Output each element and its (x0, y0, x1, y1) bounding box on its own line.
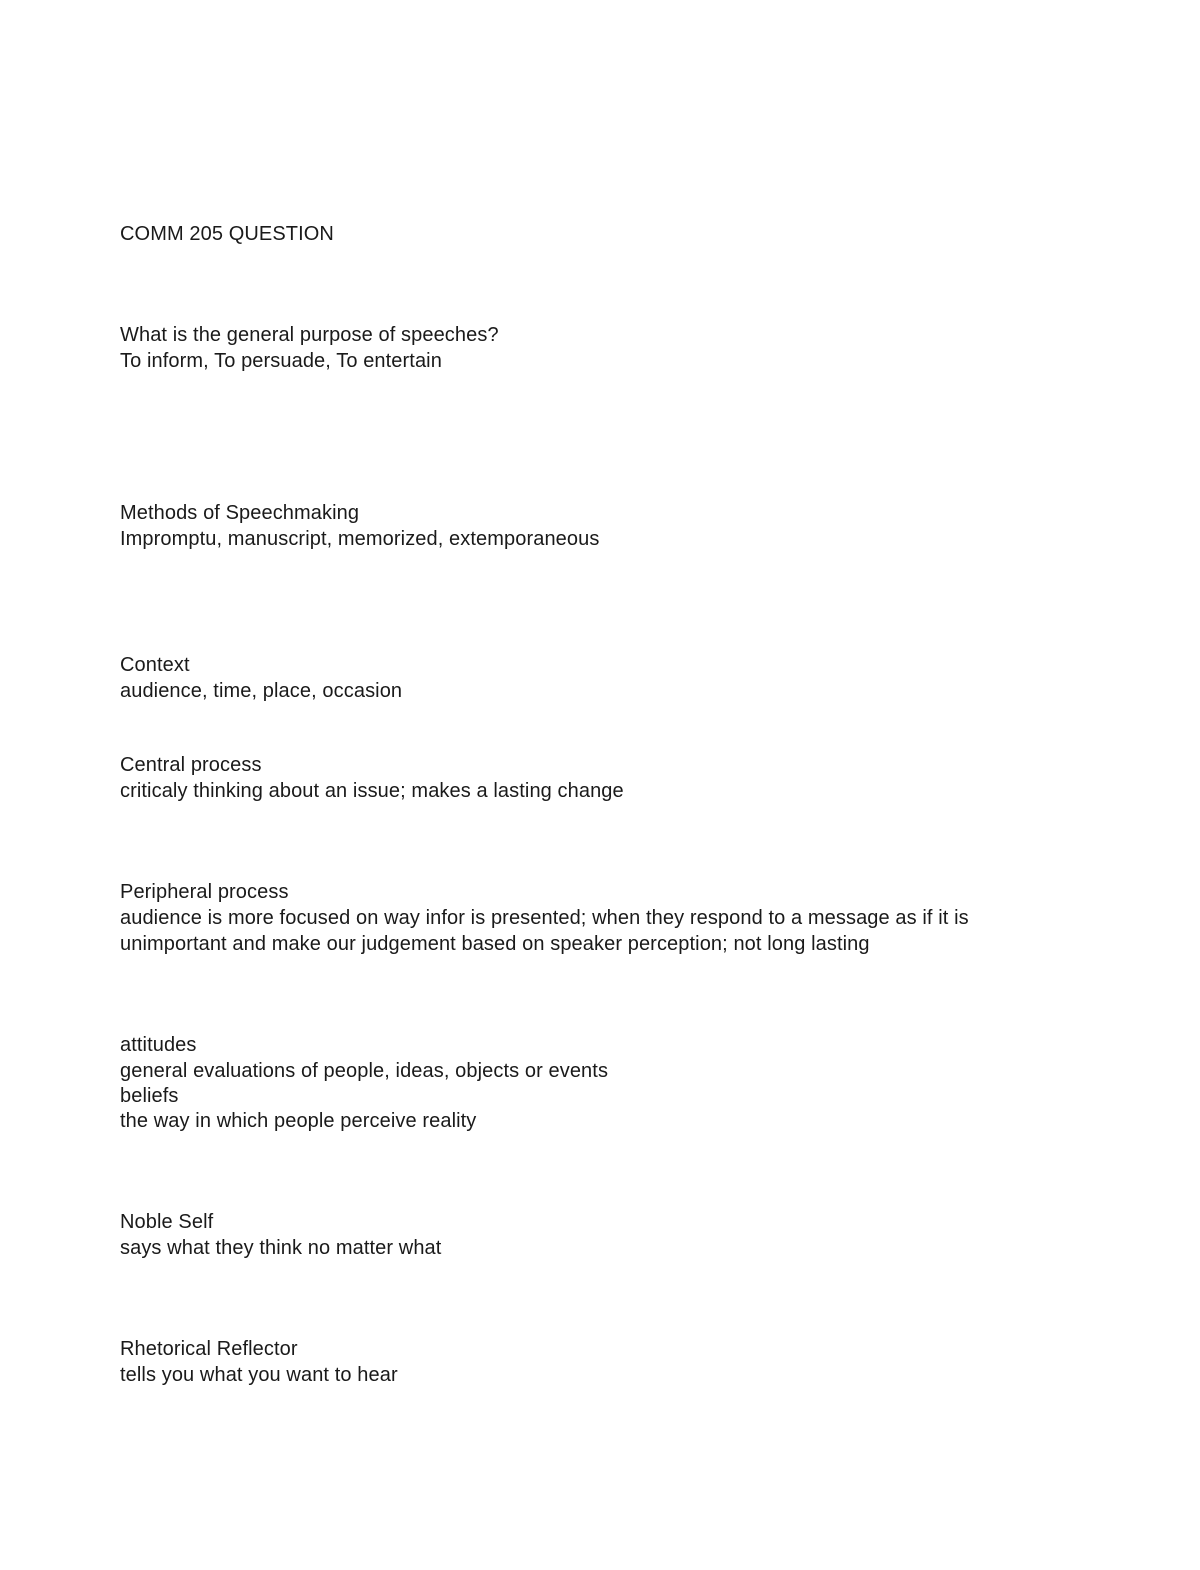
entry-term-general-purpose: What is the general purpose of speeches? (120, 324, 499, 346)
entry-definition-noble-self: says what they think no matter what (120, 1237, 442, 1259)
entry-definition-context: audience, time, place, occasion (120, 680, 403, 702)
entry-term-attitudes: attitudes (120, 1034, 197, 1056)
entry-term-central-process: Central process (120, 754, 262, 776)
entry-term-context: Context (120, 654, 190, 676)
entry-term-beliefs: beliefs (120, 1085, 179, 1107)
entry-term-peripheral-process: Peripheral process (120, 881, 289, 903)
entry-definition-peripheral-process-line1: audience is more focused on way infor is presented; when they respond to a message as if it is (120, 907, 969, 929)
entry-definition-attitudes: general evaluations of people, ideas, objects or events (120, 1060, 609, 1082)
entry-definition-rhetorical-reflector: tells you what you want to hear (120, 1364, 398, 1386)
entry-definition-methods: Impromptu, manuscript, memorized, extemporaneous (120, 528, 600, 550)
entry-definition-beliefs: the way in which people perceive reality (120, 1110, 477, 1132)
entry-definition-general-purpose: To inform, To persuade, To entertain (120, 350, 442, 372)
entry-term-noble-self: Noble Self (120, 1211, 214, 1233)
entry-term-rhetorical-reflector: Rhetorical Reflector (120, 1338, 298, 1360)
document-title: COMM 205 QUESTION (120, 223, 334, 245)
entry-definition-central-process: criticaly thinking about an issue; makes a lasting change (120, 780, 624, 802)
entry-term-methods: Methods of Speechmaking (120, 502, 360, 524)
entry-definition-peripheral-process-line2: unimportant and make our judgement based on speaker perception; not long lasting (120, 933, 870, 955)
